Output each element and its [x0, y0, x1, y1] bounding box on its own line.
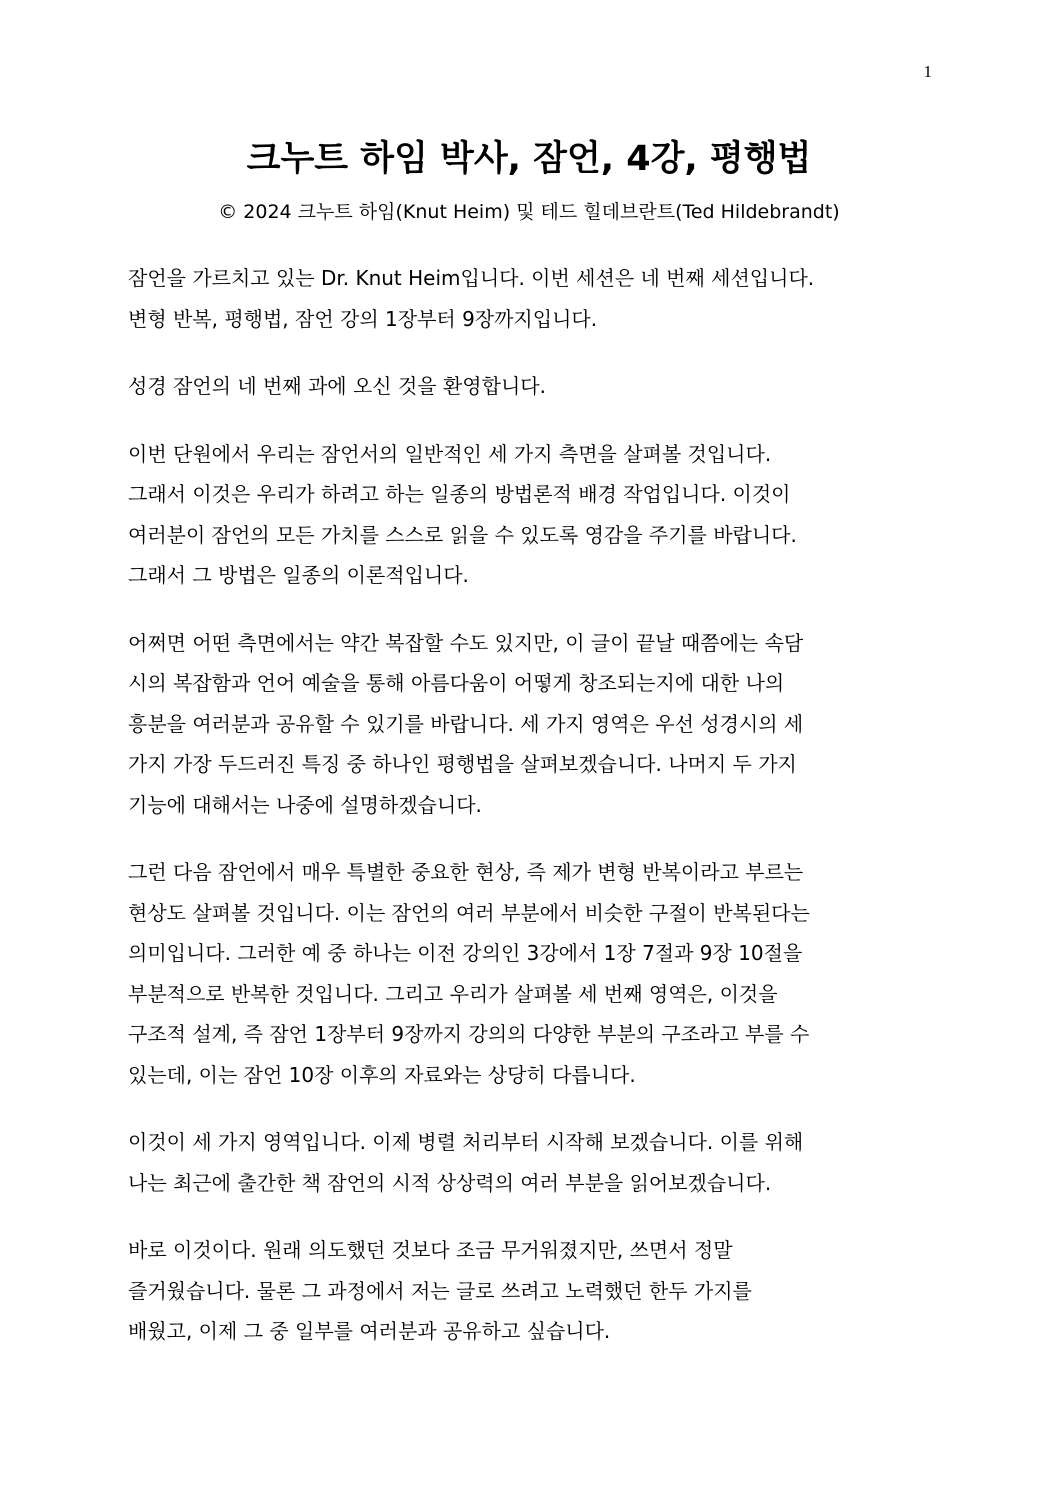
text-line: 부분적으로 반복한 것입니다. 그리고 우리가 살펴볼 세 번째 영역은, 이것을 — [128, 981, 778, 1006]
text-line: 그래서 그 방법은 일종의 이론적입니다. — [128, 563, 469, 587]
text-line: 흥분을 여러분과 공유할 수 있기를 바랍니다. 세 가지 영역은 우선 성경시의 세 — [128, 711, 804, 736]
text-line: 있는데, 이는 잠언 10장 이후의 자료와는 상당히 다릅니다. — [128, 1062, 636, 1087]
text-line: 시의 복잡함과 언어 예술을 통해 아름다움이 어떻게 창조되는지에 대한 나의 — [128, 671, 785, 695]
text-line: 성경 잠언의 네 번째 과에 오신 것을 환영합니다. — [128, 374, 546, 398]
text-line: 배웠고, 이제 그 중 일부를 여러분과 공유하고 싶습니다. — [128, 1319, 611, 1343]
paragraph — [128, 1122, 928, 1203]
text-line: 변형 반복, 평행법, 잠언 강의 1장부터 9장까지입니다. — [128, 306, 598, 331]
text-line: 기능에 대해서는 나중에 설명하겠습니다. — [128, 792, 482, 817]
document-body — [128, 258, 928, 1379]
text-line: 현상도 살펴볼 것입니다. 이는 잠언의 여러 부분에서 비슷한 구절이 반복된다는 — [128, 900, 810, 925]
page-number: 1 — [923, 62, 932, 81]
paragraph — [128, 1230, 928, 1352]
text-line: 잠언을 가르치고 있는 Dr. Knut Heim입니다. 이번 세션은 네 번째 세션입니다. — [128, 266, 815, 290]
paragraph — [128, 434, 928, 596]
paragraph — [128, 366, 928, 407]
document-title: 크누트 하임 박사, 잠언, 4강, 평행법 — [246, 139, 812, 179]
text-line: 이번 단원에서 우리는 잠언서의 일반적인 세 가지 측면을 살펴볼 것입니다. — [128, 441, 772, 466]
text-line: 여러분이 잠언의 모든 가치를 스스로 읽을 수 있도록 영감을 주기를 바랍니다. — [128, 522, 797, 547]
text-line: 구조적 설계, 즉 잠언 1장부터 9장까지 강의의 다양한 부분의 구조라고 부를 수 — [128, 1022, 810, 1046]
paragraph — [128, 852, 928, 1095]
text-line: 어쩌면 어떤 측면에서는 약간 복잡할 수도 있지만, 이 글이 끝날 때쯤에는 속담 — [128, 630, 804, 655]
text-line: 즐거웠습니다. 물론 그 과정에서 저는 글로 쓰려고 노력했던 한두 가지를 — [128, 1278, 752, 1303]
text-line: 바로 이것이다. 원래 의도했던 것보다 조금 무거워졌지만, 쓰면서 정말 — [128, 1238, 733, 1262]
text-line: 의미입니다. 그러한 예 중 하나는 이전 강의인 3강에서 1장 7절과 9장 10절을 — [128, 941, 803, 965]
text-line: 나는 최근에 출간한 책 잠언의 시적 상상력의 여러 부분을 읽어보겠습니다. — [128, 1170, 772, 1195]
copyright-line: © 2024 크누트 하임(Knut Heim) 및 테드 힐데브란트(Ted Hildebrandt) — [218, 201, 840, 223]
text-line: 그런 다음 잠언에서 매우 특별한 중요한 현상, 즉 제가 변형 반복이라고 부르는 — [128, 860, 804, 884]
text-line: 그래서 이것은 우리가 하려고 하는 일종의 방법론적 배경 작업입니다. 이것이 — [128, 482, 791, 506]
paragraph — [128, 258, 928, 339]
text-line: 이것이 세 가지 영역입니다. 이제 병렬 처리부터 시작해 보겠습니다. 이를 위해 — [128, 1130, 804, 1154]
paragraph — [128, 623, 928, 826]
text-line: 가지 가장 두드러진 특징 중 하나인 평행법을 살펴보겠습니다. 나머지 두 가지 — [128, 752, 797, 776]
